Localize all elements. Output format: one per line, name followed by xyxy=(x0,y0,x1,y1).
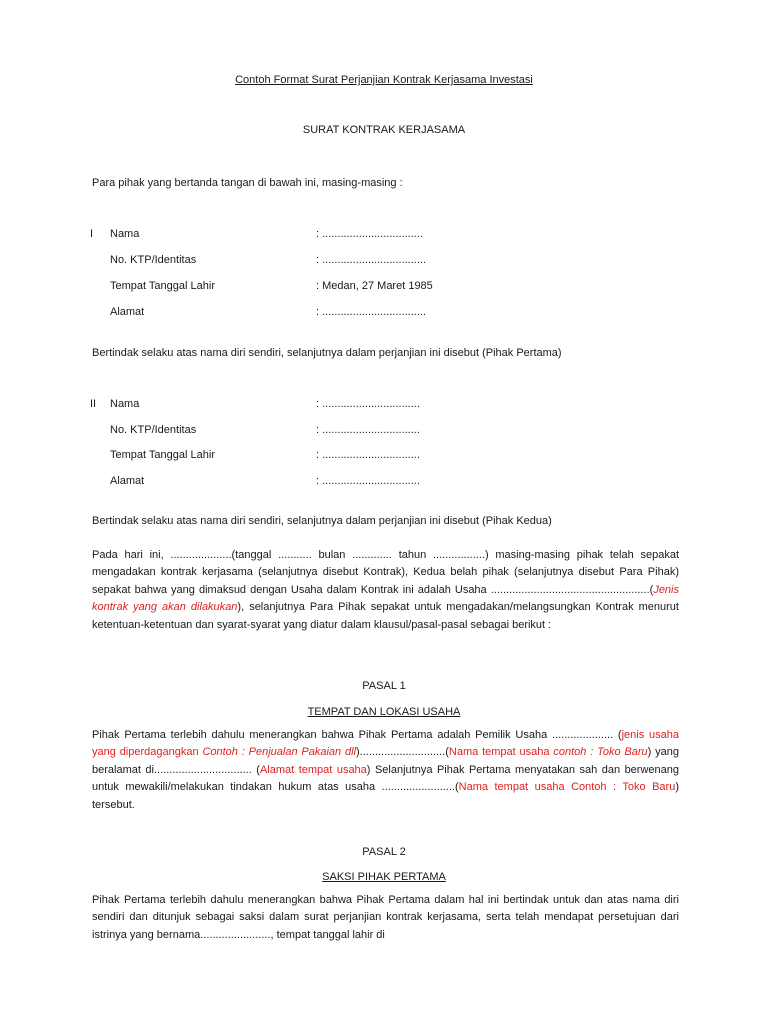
party-one-numeral: I xyxy=(90,228,94,240)
agreement-text: Pada hari ini, ....................(tanggal ........... bulan ............. tahun .................) masing-masing pihak telah sepakat mengadakan kontrak kerjasama (selanjutnya disebut Kontrak), Kedua belah pihak (selanjutnya disebut Para Pihak) sepakat bahwa yang dimaksud dengan Usaha dalam Kontrak ini adalah Usaha ....................................................( xyxy=(92,549,679,596)
field-label: No. KTP/Identitas xyxy=(110,424,197,436)
party-one-statement: Bertindak selaku atas nama diri sendiri, selanjutnya dalam perjanjian ini disebut (Pihak Pertama) xyxy=(92,347,562,359)
pasal-1-text: )............................( xyxy=(356,746,449,759)
pasal-1-text: Pihak Pertama terlebih dahulu menerangkan bahwa Pihak Pertama adalah Pemilik Usaha .................... ( xyxy=(92,729,622,741)
business-name-placeholder-2: Nama tempat usaha Contoh : Toko Baru xyxy=(458,781,676,794)
field-value: : Medan, 27 Maret 1985 xyxy=(316,280,433,292)
pasal-2-heading: PASAL 2 xyxy=(362,846,406,858)
field-value: : ................................ xyxy=(316,424,420,436)
field-value: : .................................. xyxy=(316,306,427,318)
party-one-row-address xyxy=(90,306,490,322)
pasal-1-paragraph xyxy=(92,727,679,814)
field-value: : ................................ xyxy=(316,398,420,410)
party-one-row-birth xyxy=(90,280,490,296)
field-label: Nama xyxy=(110,228,140,240)
field-value: : ................................. xyxy=(316,228,423,240)
contract-type-placeholder: Jenis kontrak yang akan dilakukan xyxy=(92,583,679,614)
field-label: Nama xyxy=(110,398,140,410)
business-type-placeholder: jenis usaha yang diperdagangkan xyxy=(92,729,679,759)
field-label: Alamat xyxy=(110,306,145,318)
field-label: No. KTP/Identitas xyxy=(110,254,197,266)
pasal-1-text: ) Selanjutnya Pihak Pertama menyatakan sah dan berwenang untuk mewakili/melakukan tindakan hukum atas usaha ........................( xyxy=(92,763,679,794)
field-value: : .................................. xyxy=(316,254,427,266)
party-two-statement: Bertindak selaku atas nama diri sendiri, selanjutnya dalam perjanjian ini disebut (Pihak Kedua) xyxy=(92,515,552,527)
pasal-1-subheading: TEMPAT DAN LOKASI USAHA xyxy=(307,706,461,718)
pasal-1-text: ) yang beralamat di................................ ( xyxy=(92,746,679,776)
document-title: Contoh Format Surat Perjanjian Kontrak Kerjasama Investasi xyxy=(235,74,533,86)
business-name-placeholder: Nama tempat usaha xyxy=(448,746,554,759)
field-label: Alamat xyxy=(110,475,145,487)
business-address-placeholder: Alamat tempat usaha xyxy=(259,763,367,776)
party-one-row-ktp xyxy=(90,254,490,270)
party-one-row-name xyxy=(90,228,490,244)
pasal-2-paragraph: Pihak Pertama terlebih dahulu menerangkan bahwa Pihak Pertama dalam hal ini bertindak untuk dan atas nama diri sendiri dan ditunjuk sebagai saksi dalam surat perjanjian kontrak kerjasama, serta telah mendapat persetujuan dari istrinya yang bernama......................., tempat tanggal lahir di xyxy=(92,894,679,941)
party-two-row-ktp xyxy=(90,424,490,440)
business-type-example: Contoh : Penjualan Pakaian dll xyxy=(202,746,356,759)
agreement-text: ), selanjutnya Para Pihak sepakat untuk mengadakan/melangsungkan Kontrak menurut ketentuan-ketentuan dan syarat-syarat yang diatur dalam klausul/pasal-pasal sebagai berikut : xyxy=(92,601,679,631)
surat-title: SURAT KONTRAK KERJASAMA xyxy=(302,124,466,136)
pasal-1-text: ) tersebut. xyxy=(92,781,679,811)
field-value: : ................................ xyxy=(316,449,420,461)
pasal-2-subheading: SAKSI PIHAK PERTAMA xyxy=(322,871,446,883)
pasal-1-heading: PASAL 1 xyxy=(362,680,406,692)
party-two-row-address xyxy=(90,475,490,491)
intro-text: Para pihak yang bertanda tangan di bawah ini, masing-masing : xyxy=(92,177,403,189)
agreement-paragraph xyxy=(92,547,679,634)
field-value: : ................................ xyxy=(316,475,420,487)
field-label: Tempat Tanggal Lahir xyxy=(110,280,215,292)
party-two-row-birth xyxy=(90,449,490,465)
business-name-example: contoh : Toko Baru xyxy=(553,746,648,759)
party-two-numeral: II xyxy=(90,398,97,410)
party-two-row-name xyxy=(90,398,490,414)
field-label: Tempat Tanggal Lahir xyxy=(110,449,215,461)
